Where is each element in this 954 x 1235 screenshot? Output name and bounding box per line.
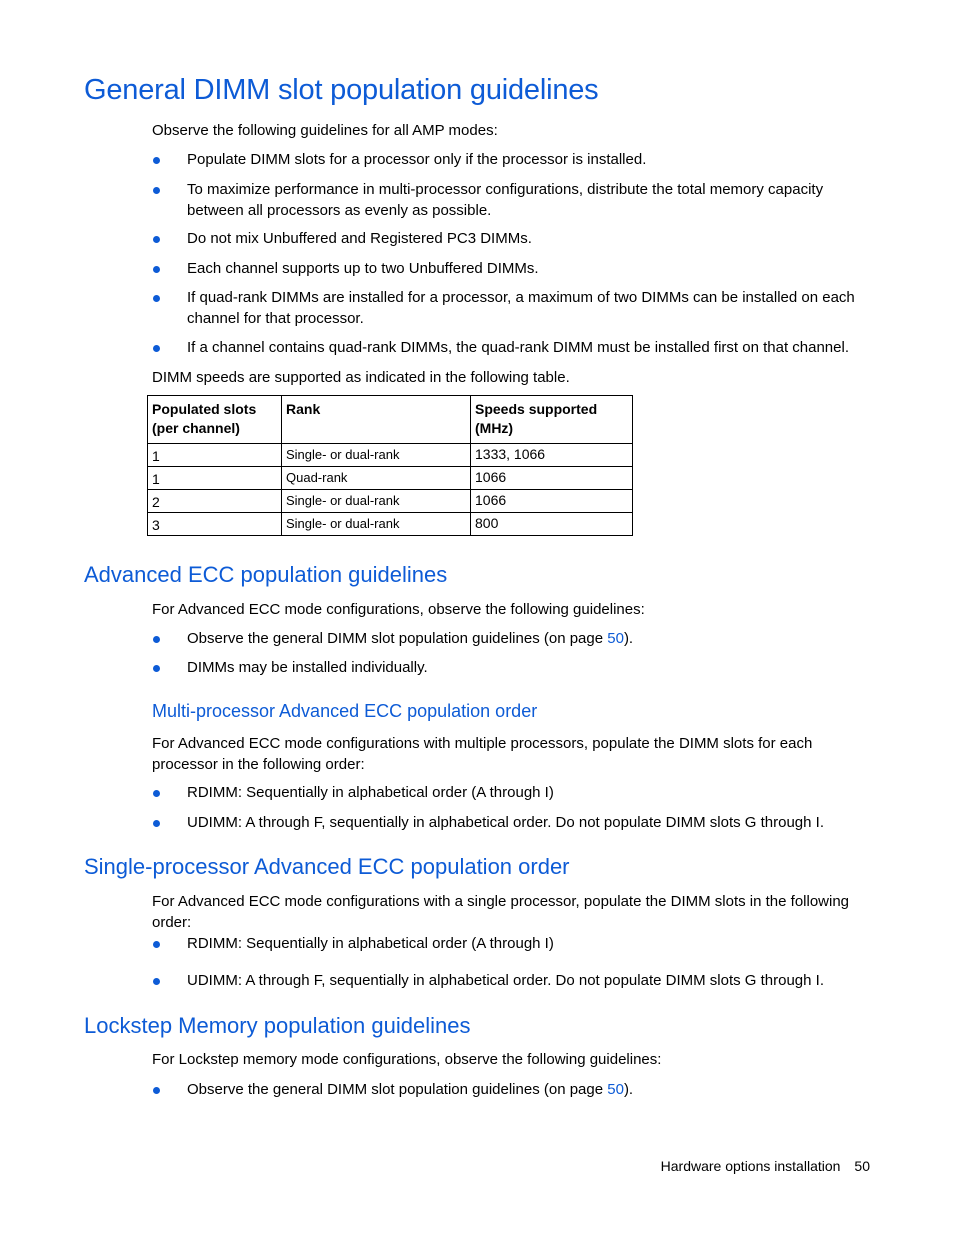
table-cell: 1	[148, 444, 282, 467]
list-item: Each channel supports up to two Unbuffered DIMMs.	[152, 259, 872, 280]
table-intro: DIMM speeds are supported as indicated in the following table.	[152, 369, 570, 386]
advanced-ecc-intro: For Advanced ECC mode configurations, observe the following guidelines:	[152, 601, 645, 618]
list-item: Populate DIMM slots for a processor only if the processor is installed.	[152, 150, 872, 171]
list-item: RDIMM: Sequentially in alphabetical order (A through I)	[152, 783, 872, 804]
table-cell: 1066	[471, 490, 633, 513]
section-heading-advanced-ecc: Advanced ECC population guidelines	[84, 562, 448, 587]
list-item: If a channel contains quad-rank DIMMs, the quad-rank DIMM must be installed first on that channel.	[152, 338, 872, 359]
page-link[interactable]: 50	[607, 630, 624, 647]
table-cell: Single- or dual-rank	[282, 513, 471, 536]
table-cell: 1	[148, 467, 282, 490]
table-cell: 2	[148, 490, 282, 513]
section-heading-multi-processor: Multi-processor Advanced ECC population order	[152, 701, 538, 721]
list-item: UDIMM: A through F, sequentially in alphabetical order. Do not populate DIMM slots G through I.	[152, 971, 872, 992]
table-cell: 800	[471, 513, 633, 536]
list-item: Observe the general DIMM slot population guidelines (on page 50).	[152, 629, 872, 650]
general-intro: Observe the following guidelines for all AMP modes:	[152, 122, 498, 139]
list-item: UDIMM: A through F, sequentially in alphabetical order. Do not populate DIMM slots G through I.	[152, 813, 872, 834]
bullet-icon	[153, 941, 160, 948]
bullet-icon	[153, 295, 160, 302]
footer-section-title: Hardware options installation	[660, 1158, 841, 1174]
table-cell: Single- or dual-rank	[282, 490, 471, 513]
bullet-icon	[153, 236, 160, 243]
list-item: To maximize performance in multi-processor configurations, distribute the total memory capacity between all processors as evenly as possible.	[152, 180, 872, 221]
dimm-speed-table	[147, 395, 633, 536]
table-row	[148, 490, 633, 513]
bullet-icon	[153, 665, 160, 672]
section-heading-lockstep: Lockstep Memory population guidelines	[84, 1013, 471, 1038]
column-header-rank: Rank	[282, 396, 471, 444]
bullet-icon	[153, 157, 160, 164]
table-cell: 1333, 1066	[471, 444, 633, 467]
multi-processor-intro: For Advanced ECC mode configurations with multiple processors, populate the DIMM slots for each processor in the following order:	[152, 735, 813, 773]
bullet-icon	[153, 345, 160, 352]
table-row	[148, 444, 633, 467]
bullet-icon	[153, 978, 160, 985]
column-header-speeds: Speeds supported (MHz)	[471, 396, 633, 444]
lockstep-intro: For Lockstep memory mode configurations, observe the following guidelines:	[152, 1051, 662, 1068]
list-item: Observe the general DIMM slot population guidelines (on page 50).	[152, 1080, 872, 1101]
table-cell: Quad-rank	[282, 467, 471, 490]
table-row	[148, 513, 633, 536]
list-item: RDIMM: Sequentially in alphabetical order (A through I)	[152, 934, 872, 955]
bullet-icon	[153, 820, 160, 827]
bullet-icon	[153, 266, 160, 273]
page-footer	[661, 1158, 870, 1174]
list-item: Do not mix Unbuffered and Registered PC3 DIMMs.	[152, 229, 872, 250]
column-header-populated-slots: Populated slots (per channel)	[148, 396, 282, 444]
list-item: If quad-rank DIMMs are installed for a processor, a maximum of two DIMMs can be installed on each channel for that processor.	[152, 288, 872, 329]
page-title: General DIMM slot population guidelines	[84, 74, 599, 106]
page-number: 50	[854, 1158, 870, 1174]
bullet-icon	[153, 187, 160, 194]
bullet-icon	[153, 790, 160, 797]
table-cell: Single- or dual-rank	[282, 444, 471, 467]
page-link[interactable]: 50	[607, 1081, 624, 1098]
single-processor-intro: For Advanced ECC mode configurations with a single processor, populate the DIMM slots in the following order:	[152, 893, 850, 931]
table-row	[148, 467, 633, 490]
table-cell: 3	[148, 513, 282, 536]
table-cell: 1066	[471, 467, 633, 490]
bullet-icon	[153, 636, 160, 643]
table-header-row	[148, 396, 633, 444]
list-item: DIMMs may be installed individually.	[152, 658, 872, 679]
bullet-icon	[153, 1087, 160, 1094]
section-heading-single-processor: Single-processor Advanced ECC population order	[84, 854, 570, 879]
